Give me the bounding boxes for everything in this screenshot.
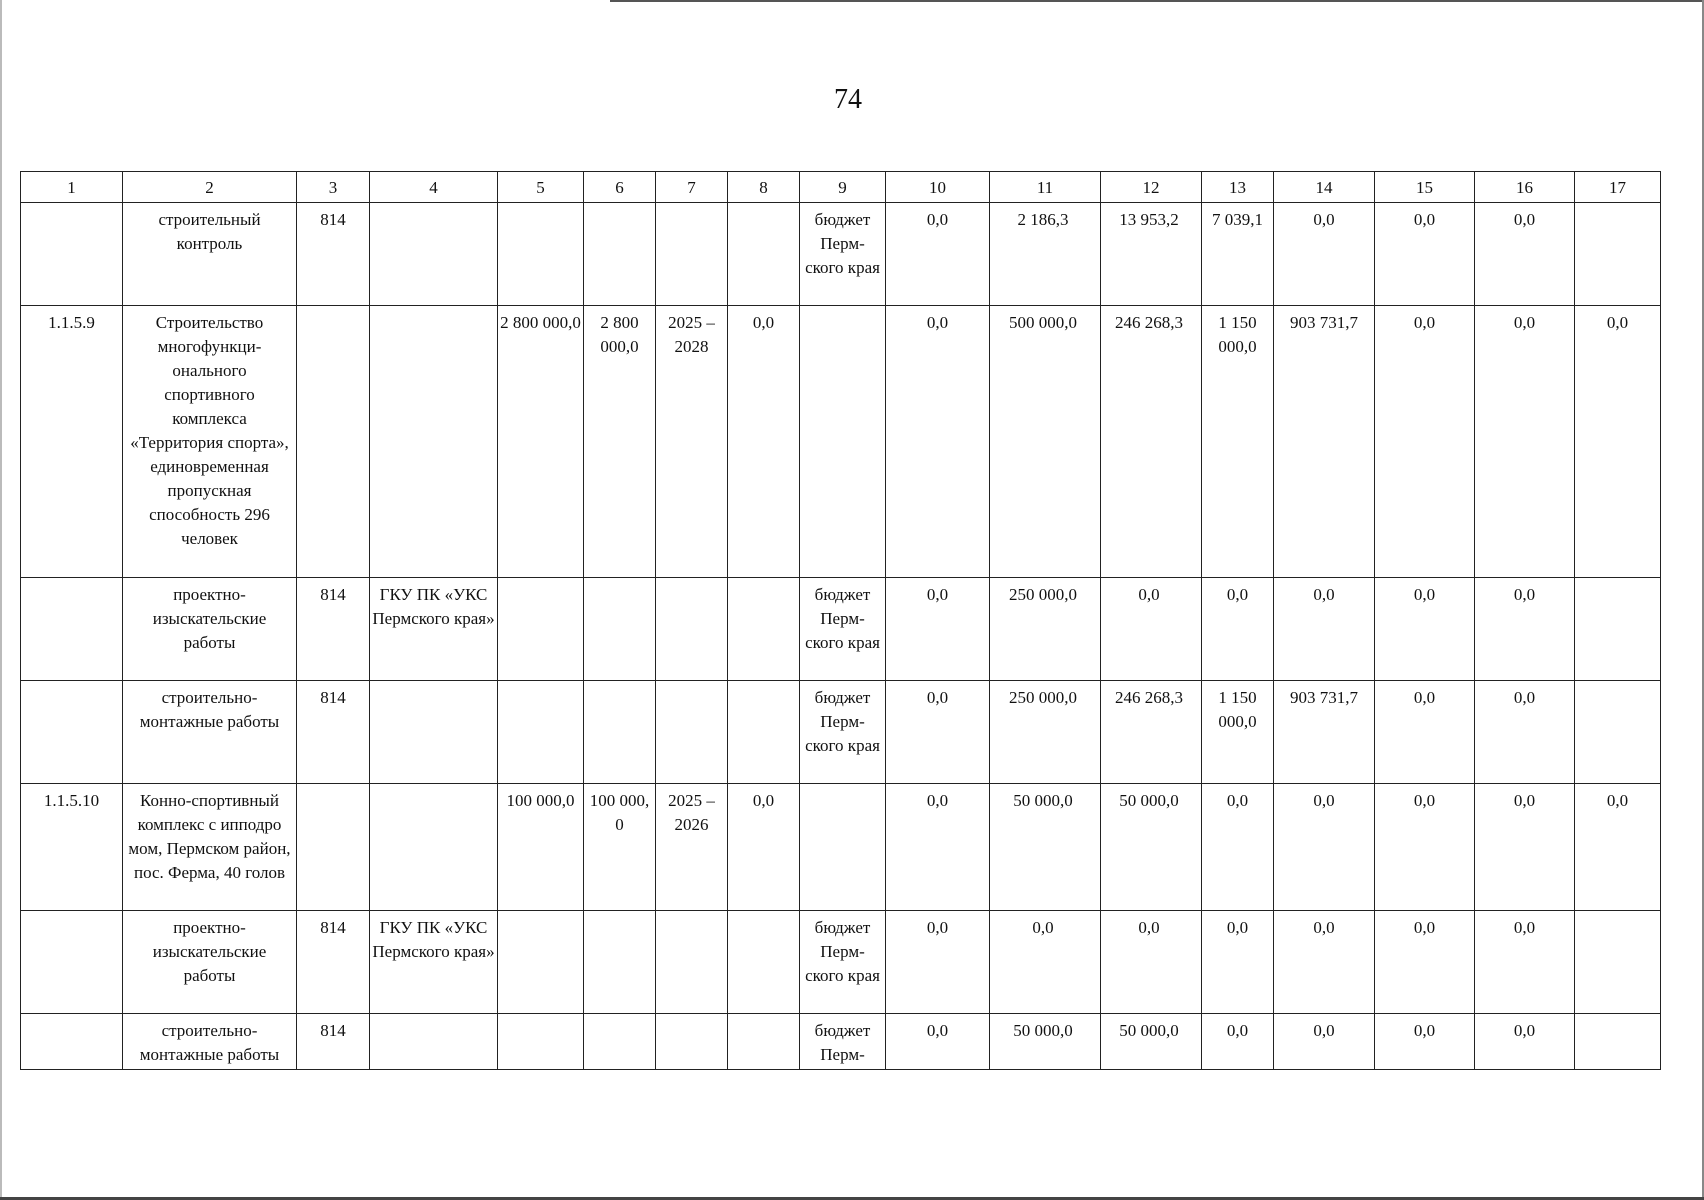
row-done-cell bbox=[728, 1014, 800, 1070]
table-cell-text: 0,0 bbox=[1513, 688, 1536, 707]
table-cell-text: 0,0 bbox=[926, 210, 949, 229]
table-cell-text: 100 000,0 bbox=[506, 791, 575, 810]
row-cost-cell bbox=[584, 203, 656, 306]
row-grbs-cell bbox=[297, 1014, 370, 1070]
row-y14-cell bbox=[1274, 203, 1375, 306]
table-cell-text bbox=[370, 784, 497, 789]
table-cell-text: 0,0 bbox=[926, 791, 949, 810]
table-cell-text: 814 bbox=[320, 1021, 346, 1040]
header-cell bbox=[370, 172, 498, 203]
table-cell-text: 246 268,3 bbox=[1115, 688, 1183, 707]
table-cell-text bbox=[584, 1014, 655, 1019]
row-estimate-cell bbox=[498, 306, 584, 578]
row-code-cell bbox=[21, 203, 123, 306]
header-cell-text: 17 bbox=[1609, 178, 1626, 197]
table-cell-text: 0,0 bbox=[926, 918, 949, 937]
table-cell-text: 0,0 bbox=[1413, 585, 1436, 604]
table-cell-text: 0,0 bbox=[1413, 688, 1436, 707]
table-cell-text: 0,0 bbox=[1413, 1021, 1436, 1040]
row-done-cell bbox=[728, 911, 800, 1014]
table-cell-text bbox=[656, 203, 727, 208]
budget-table bbox=[20, 171, 1661, 1070]
header-cell-text: 11 bbox=[1036, 178, 1054, 197]
header-cell bbox=[990, 172, 1101, 203]
header-cell-text: 10 bbox=[929, 178, 946, 197]
row-y10-cell bbox=[886, 681, 990, 784]
table-cell-text: 0,0 bbox=[1513, 585, 1536, 604]
header-cell-text: 14 bbox=[1315, 178, 1333, 197]
table-row bbox=[21, 306, 1661, 578]
table-cell-text bbox=[297, 306, 369, 311]
row-period-cell bbox=[656, 203, 728, 306]
row-grbs-cell bbox=[297, 911, 370, 1014]
row-y13-cell bbox=[1202, 911, 1274, 1014]
table-cell-text bbox=[656, 578, 727, 583]
table-cell-text bbox=[1575, 681, 1660, 686]
row-code-cell bbox=[21, 578, 123, 681]
table-cell-text: 0,0 bbox=[1313, 791, 1335, 810]
row-source-cell bbox=[800, 203, 886, 306]
row-period-cell bbox=[656, 1014, 728, 1070]
row-customer-cell bbox=[370, 578, 498, 681]
header-row bbox=[21, 172, 1661, 203]
table-cell-text bbox=[728, 911, 799, 916]
header-cell-text: 6 bbox=[615, 178, 624, 197]
table-cell-text: 0,0 bbox=[1226, 585, 1249, 604]
table-cell-text: 903 731,7 bbox=[1290, 313, 1358, 332]
table-cell-text: 0,0 bbox=[752, 791, 775, 810]
row-done-cell bbox=[728, 578, 800, 681]
table-cell-text: 0,0 bbox=[1226, 918, 1249, 937]
table-cell-text: 246 268,3 bbox=[1115, 313, 1183, 332]
header-cell bbox=[21, 172, 123, 203]
row-y13-cell bbox=[1202, 784, 1274, 911]
table-cell-text: 0,0 bbox=[1413, 313, 1436, 332]
row-y12-cell bbox=[1101, 784, 1202, 911]
table-cell-text: 0,0 bbox=[926, 585, 949, 604]
table-cell-text: 0,0 bbox=[1313, 210, 1335, 229]
header-cell-text: 7 bbox=[687, 178, 696, 197]
row-y16-cell bbox=[1475, 911, 1575, 1014]
header-cell bbox=[800, 172, 886, 203]
row-period-cell bbox=[656, 911, 728, 1014]
table-cell-text bbox=[498, 911, 583, 916]
row-period-cell bbox=[656, 578, 728, 681]
row-y10-cell bbox=[886, 784, 990, 911]
table-cell-text: 1.1.5.10 bbox=[43, 791, 100, 810]
row-done-cell bbox=[728, 681, 800, 784]
table-cell-text: Конно-спортивный комплекс с ипподро мом, Пермском район, пос. Ферма, 40 голов bbox=[128, 791, 291, 882]
row-y14-cell bbox=[1274, 681, 1375, 784]
table-cell-text bbox=[584, 203, 655, 208]
row-cost-cell bbox=[584, 578, 656, 681]
table-cell-text bbox=[728, 681, 799, 686]
header-cell bbox=[1475, 172, 1575, 203]
row-y12-cell bbox=[1101, 306, 1202, 578]
row-cost-cell bbox=[584, 1014, 656, 1070]
table-cell-text bbox=[370, 681, 497, 686]
table-cell-text: Строительство многофункци-онального спортивного комплекса «Территория спорта», единовременная пропускная способность 296 человек bbox=[130, 313, 289, 548]
row-name-cell bbox=[123, 578, 297, 681]
table-cell-text bbox=[584, 578, 655, 583]
row-y15-cell bbox=[1375, 911, 1475, 1014]
row-y15-cell bbox=[1375, 306, 1475, 578]
table-cell-text: 0,0 bbox=[1513, 313, 1536, 332]
table-cell-text: ГКУ ПК «УКС Пермского края» bbox=[372, 918, 495, 961]
table-cell-text: 250 000,0 bbox=[1009, 585, 1077, 604]
header-cell bbox=[297, 172, 370, 203]
table-cell-text: 0,0 bbox=[1138, 585, 1160, 604]
table-cell-text: строительно-монтажные работы bbox=[139, 688, 280, 731]
table-cell-text bbox=[498, 203, 583, 208]
header-cell-text: 8 bbox=[759, 178, 768, 197]
row-y17-cell bbox=[1575, 681, 1661, 784]
header-cell-text: 1 bbox=[67, 178, 76, 197]
row-estimate-cell bbox=[498, 203, 584, 306]
header-cell bbox=[656, 172, 728, 203]
table-cell-text bbox=[21, 203, 122, 208]
table-cell-text: 0,0 bbox=[1313, 1021, 1335, 1040]
table-cell-text bbox=[656, 681, 727, 686]
table-cell-text bbox=[370, 306, 497, 311]
header-cell bbox=[1202, 172, 1274, 203]
header-cell-text: 12 bbox=[1142, 178, 1160, 197]
table-cell-text bbox=[21, 578, 122, 583]
table-cell-text: 0,0 bbox=[926, 1021, 949, 1040]
table-cell-text: 13 953,2 bbox=[1119, 210, 1179, 229]
row-y14-cell bbox=[1274, 578, 1375, 681]
row-customer-cell bbox=[370, 784, 498, 911]
table-cell-text: 2025 – 2028 bbox=[668, 313, 715, 356]
row-customer-cell bbox=[370, 681, 498, 784]
row-y13-cell bbox=[1202, 1014, 1274, 1070]
row-customer-cell bbox=[370, 306, 498, 578]
table-cell-text bbox=[21, 681, 122, 686]
table-cell-text bbox=[370, 203, 497, 208]
row-grbs-cell bbox=[297, 681, 370, 784]
table-cell-text bbox=[1575, 578, 1660, 583]
row-y10-cell bbox=[886, 1014, 990, 1070]
row-y17-cell bbox=[1575, 578, 1661, 681]
header-cell bbox=[123, 172, 297, 203]
row-done-cell bbox=[728, 306, 800, 578]
table-cell-text: 7 039,1 bbox=[1212, 210, 1263, 229]
table-cell-text: 0,0 bbox=[1413, 210, 1436, 229]
row-name-cell bbox=[123, 911, 297, 1014]
row-y16-cell bbox=[1475, 306, 1575, 578]
table-cell-text: 0,0 bbox=[1606, 791, 1629, 810]
row-y11-cell bbox=[990, 784, 1101, 911]
row-y13-cell bbox=[1202, 578, 1274, 681]
row-y17-cell bbox=[1575, 1014, 1661, 1070]
table-cell-text bbox=[1575, 203, 1660, 208]
row-source-cell bbox=[800, 578, 886, 681]
table-cell-text: 814 bbox=[320, 585, 346, 604]
row-estimate-cell bbox=[498, 1014, 584, 1070]
row-y11-cell bbox=[990, 1014, 1101, 1070]
row-estimate-cell bbox=[498, 784, 584, 911]
row-name-cell bbox=[123, 306, 297, 578]
table-cell-text bbox=[1575, 1014, 1660, 1019]
row-y13-cell bbox=[1202, 306, 1274, 578]
row-y15-cell bbox=[1375, 784, 1475, 911]
table-row bbox=[21, 578, 1661, 681]
row-grbs-cell bbox=[297, 306, 370, 578]
row-name-cell bbox=[123, 1014, 297, 1070]
row-cost-cell bbox=[584, 784, 656, 911]
row-code-cell bbox=[21, 306, 123, 578]
row-cost-cell bbox=[584, 681, 656, 784]
header-cell-text: 13 bbox=[1229, 178, 1246, 197]
row-y10-cell bbox=[886, 911, 990, 1014]
row-cost-cell bbox=[584, 911, 656, 1014]
page-frame-top bbox=[610, 0, 1704, 2]
table-row bbox=[21, 203, 1661, 306]
header-cell bbox=[1101, 172, 1202, 203]
row-y17-cell bbox=[1575, 203, 1661, 306]
table-cell-text: ГКУ ПК «УКС Пермского края» bbox=[372, 585, 495, 628]
table-cell-text: проектно-изыскательские работы bbox=[152, 918, 267, 985]
table-row bbox=[21, 681, 1661, 784]
table-cell-text: 1.1.5.9 bbox=[48, 313, 95, 332]
table-row bbox=[21, 784, 1661, 911]
header-cell bbox=[728, 172, 800, 203]
header-cell bbox=[498, 172, 584, 203]
table-cell-text: строительно-монтажные работы bbox=[139, 1021, 280, 1064]
row-source-cell bbox=[800, 1014, 886, 1070]
table-cell-text bbox=[728, 1014, 799, 1019]
table-cell-text: 50 000,0 bbox=[1119, 791, 1179, 810]
table-cell-text bbox=[1575, 911, 1660, 916]
table-row bbox=[21, 911, 1661, 1014]
row-y14-cell bbox=[1274, 911, 1375, 1014]
table-cell-text: проектно-изыскательские работы bbox=[152, 585, 267, 652]
row-done-cell bbox=[728, 203, 800, 306]
table-cell-text: 0,0 bbox=[926, 688, 949, 707]
table-cell-text: 0,0 bbox=[1513, 918, 1536, 937]
table-cell-text: бюджет Перм- bbox=[814, 1021, 871, 1064]
row-y16-cell bbox=[1475, 578, 1575, 681]
table-cell-text: 50 000,0 bbox=[1119, 1021, 1179, 1040]
table-cell-text: 0,0 bbox=[926, 313, 949, 332]
table-cell-text: 1 150 000,0 bbox=[1218, 688, 1257, 731]
row-cost-cell bbox=[584, 306, 656, 578]
row-period-cell bbox=[656, 784, 728, 911]
table-cell-text: 250 000,0 bbox=[1009, 688, 1077, 707]
row-y12-cell bbox=[1101, 203, 1202, 306]
row-name-cell bbox=[123, 681, 297, 784]
row-y16-cell bbox=[1475, 1014, 1575, 1070]
table-cell-text: 2 800 000,0 bbox=[600, 313, 639, 356]
row-y16-cell bbox=[1475, 681, 1575, 784]
row-customer-cell bbox=[370, 203, 498, 306]
row-code-cell bbox=[21, 1014, 123, 1070]
table-cell-text: 0,0 bbox=[1313, 918, 1335, 937]
table-cell-text: 0,0 bbox=[1226, 791, 1249, 810]
row-y10-cell bbox=[886, 306, 990, 578]
table-cell-text: 0,0 bbox=[1513, 791, 1536, 810]
row-period-cell bbox=[656, 306, 728, 578]
row-y15-cell bbox=[1375, 578, 1475, 681]
row-source-cell bbox=[800, 911, 886, 1014]
row-y12-cell bbox=[1101, 1014, 1202, 1070]
table-cell-text bbox=[728, 578, 799, 583]
table-cell-text: 0,0 bbox=[1413, 791, 1436, 810]
table-row bbox=[21, 1014, 1661, 1070]
row-y17-cell bbox=[1575, 911, 1661, 1014]
header-cell bbox=[1375, 172, 1475, 203]
row-y11-cell bbox=[990, 681, 1101, 784]
table-cell-text: 100 000, 0 bbox=[589, 791, 650, 834]
row-code-cell bbox=[21, 911, 123, 1014]
table-cell-text: 1 150 000,0 bbox=[1218, 313, 1257, 356]
row-y12-cell bbox=[1101, 911, 1202, 1014]
table-cell-text: 903 731,7 bbox=[1290, 688, 1358, 707]
row-done-cell bbox=[728, 784, 800, 911]
header-cell-text: 3 bbox=[328, 178, 338, 197]
row-y10-cell bbox=[886, 578, 990, 681]
table-cell-text: бюджет Перм-ского края bbox=[805, 918, 880, 985]
row-estimate-cell bbox=[498, 681, 584, 784]
row-y16-cell bbox=[1475, 203, 1575, 306]
table-cell-text: 0,0 bbox=[1032, 918, 1054, 937]
table-cell-text: 0,0 bbox=[1606, 313, 1629, 332]
header-cell-text: 5 bbox=[536, 178, 545, 197]
table-cell-text bbox=[297, 784, 369, 789]
table-cell-text: бюджет Перм-ского края bbox=[805, 585, 880, 652]
table-cell-text bbox=[21, 911, 122, 916]
table-cell-text: 0,0 bbox=[1138, 918, 1160, 937]
row-y14-cell bbox=[1274, 1014, 1375, 1070]
row-period-cell bbox=[656, 681, 728, 784]
table-cell-text bbox=[370, 1014, 497, 1019]
row-code-cell bbox=[21, 784, 123, 911]
header-cell-text: 16 bbox=[1516, 178, 1533, 197]
row-estimate-cell bbox=[498, 911, 584, 1014]
table-cell-text bbox=[656, 911, 727, 916]
table-cell-text: 0,0 bbox=[1513, 1021, 1536, 1040]
header-cell bbox=[1274, 172, 1375, 203]
table-cell-text: строительный контроль bbox=[158, 210, 261, 253]
table-cell-text bbox=[21, 1014, 122, 1019]
table-cell-text: 814 bbox=[320, 918, 346, 937]
table-cell-text: 2 800 000,0 bbox=[500, 313, 581, 332]
row-source-cell bbox=[800, 784, 886, 911]
table-cell-text: 50 000,0 bbox=[1013, 791, 1073, 810]
row-name-cell bbox=[123, 784, 297, 911]
header-cell-text: 9 bbox=[838, 178, 847, 197]
table-cell-text: бюджет Перм-ского края bbox=[805, 210, 880, 277]
table-cell-text: 500 000,0 bbox=[1009, 313, 1077, 332]
table-cell-text: 0,0 bbox=[1513, 210, 1536, 229]
row-estimate-cell bbox=[498, 578, 584, 681]
row-y13-cell bbox=[1202, 681, 1274, 784]
row-y14-cell bbox=[1274, 306, 1375, 578]
header-cell bbox=[584, 172, 656, 203]
table-cell-text: 0,0 bbox=[1313, 585, 1335, 604]
row-y11-cell bbox=[990, 911, 1101, 1014]
table-cell-text: 2025 – 2026 bbox=[668, 791, 715, 834]
row-customer-cell bbox=[370, 1014, 498, 1070]
row-grbs-cell bbox=[297, 203, 370, 306]
row-customer-cell bbox=[370, 911, 498, 1014]
table-cell-text: 814 bbox=[320, 688, 346, 707]
row-grbs-cell bbox=[297, 578, 370, 681]
table-cell-text bbox=[584, 911, 655, 916]
row-y12-cell bbox=[1101, 578, 1202, 681]
row-y11-cell bbox=[990, 203, 1101, 306]
table-cell-text bbox=[800, 306, 885, 311]
row-y16-cell bbox=[1475, 784, 1575, 911]
table-cell-text: 0,0 bbox=[1413, 918, 1436, 937]
header-cell-text: 15 bbox=[1416, 178, 1433, 197]
row-y15-cell bbox=[1375, 203, 1475, 306]
table-cell-text: 0,0 bbox=[1226, 1021, 1249, 1040]
row-y17-cell bbox=[1575, 784, 1661, 911]
table-cell-text bbox=[656, 1014, 727, 1019]
row-name-cell bbox=[123, 203, 297, 306]
table-cell-text: 2 186,3 bbox=[1017, 210, 1069, 229]
row-grbs-cell bbox=[297, 784, 370, 911]
header-cell-text: 2 bbox=[205, 178, 214, 197]
page-number: 74 bbox=[834, 84, 862, 115]
table-cell-text bbox=[498, 1014, 583, 1019]
row-y10-cell bbox=[886, 203, 990, 306]
table-cell-text bbox=[498, 578, 583, 583]
row-source-cell bbox=[800, 306, 886, 578]
row-y17-cell bbox=[1575, 306, 1661, 578]
row-y12-cell bbox=[1101, 681, 1202, 784]
table-cell-text: бюджет Перм-ского края bbox=[805, 688, 880, 755]
table-cell-text: 0,0 bbox=[752, 313, 775, 332]
table-cell-text bbox=[800, 784, 885, 789]
header-cell bbox=[1575, 172, 1661, 203]
row-y15-cell bbox=[1375, 1014, 1475, 1070]
page-frame-left bbox=[0, 0, 2, 1200]
table-cell-text bbox=[498, 681, 583, 686]
row-y11-cell bbox=[990, 306, 1101, 578]
table-cell-text: 814 bbox=[320, 210, 346, 229]
row-code-cell bbox=[21, 681, 123, 784]
row-source-cell bbox=[800, 681, 886, 784]
header-cell-text: 4 bbox=[429, 178, 438, 197]
row-y14-cell bbox=[1274, 784, 1375, 911]
row-y13-cell bbox=[1202, 203, 1274, 306]
row-y11-cell bbox=[990, 578, 1101, 681]
table-cell-text bbox=[584, 681, 655, 686]
table-cell-text bbox=[728, 203, 799, 208]
table-cell-text: 50 000,0 bbox=[1013, 1021, 1073, 1040]
row-y15-cell bbox=[1375, 681, 1475, 784]
header-cell bbox=[886, 172, 990, 203]
